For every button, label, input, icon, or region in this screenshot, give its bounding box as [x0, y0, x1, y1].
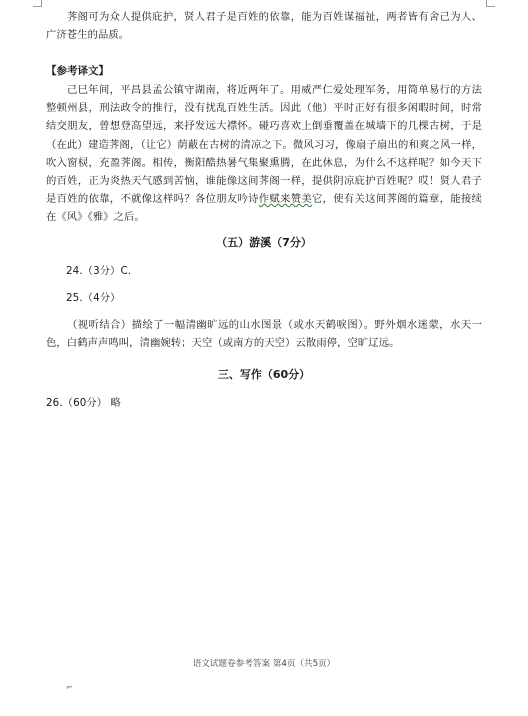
translation-paragraph	[46, 81, 482, 227]
corner-mark-top-left-horizontal	[33, 6, 42, 7]
translation-text-end: 它，使有关这间荠阁的篇章，能接续在《风》《雅》之后。	[46, 193, 482, 224]
translation-text-main: 己巳年间，平昌县孟公镇守湖南，将近两年了。用威严仁爱处理军务，用简单易行的方法整顿州县，刑法政令的推行，没有扰乱百姓生活。因此（他）平时正好有很多闲暇时间，时常结交朋友，曾想登高望远，来抒发远大襟怀。碰巧喜欢上倒垂覆盖在城墙下的几棵古树，于是（在此）建造荠阁，（让它）荫蔽在古树的清凉之下。微风习习，像扇子扇出的和爽之风一样，吹入窗棂，充盈荠阁。相传，衡阳酷热暑气集聚熏腾，在此休息，为什么不这样呢？如今天下的百姓，正为炎热天气感到苦恼，谁能像这间荠阁一样，提供阴凉庇护百姓呢？哎！贤人君子是百姓的依靠，不就像这样吗？各位朋友吟诗	[46, 84, 482, 206]
question-25-answer: （视听结合）描绘了一幅清幽旷远的山水图景（或水天鹤唳图）。野外烟水迷蒙，水天一色，白鹤声声鸣叫，清幽婉转；天空（或南方的天空）云散雨停，空旷辽远。	[46, 319, 482, 350]
reference-translation-heading: 【参考译文】	[46, 65, 109, 77]
intro-paragraph: 荠阁可为众人提供庇护，贤人君子是百姓的依靠，能为百姓谋福祉，两者皆有舍己为人、广济苍生的品质。	[46, 11, 482, 42]
writing-section-heading: 三、写作（60分）	[217, 368, 311, 381]
spellcheck-underlined-text: 作赋来赞美	[258, 193, 312, 206]
question-25-label: 25.（4分）	[66, 292, 121, 304]
paragraph-mark: ⌐	[66, 683, 73, 692]
page-footer: 语文试题卷参考答案 第4页（共5页）	[192, 659, 336, 669]
corner-mark-top-right-horizontal	[486, 6, 495, 7]
question-24-answer: 24.（3分）C.	[66, 265, 132, 277]
question-26-answer: 26.（60分） 略	[46, 397, 121, 409]
section-5-heading: （五）游溪（7分）	[216, 236, 312, 249]
